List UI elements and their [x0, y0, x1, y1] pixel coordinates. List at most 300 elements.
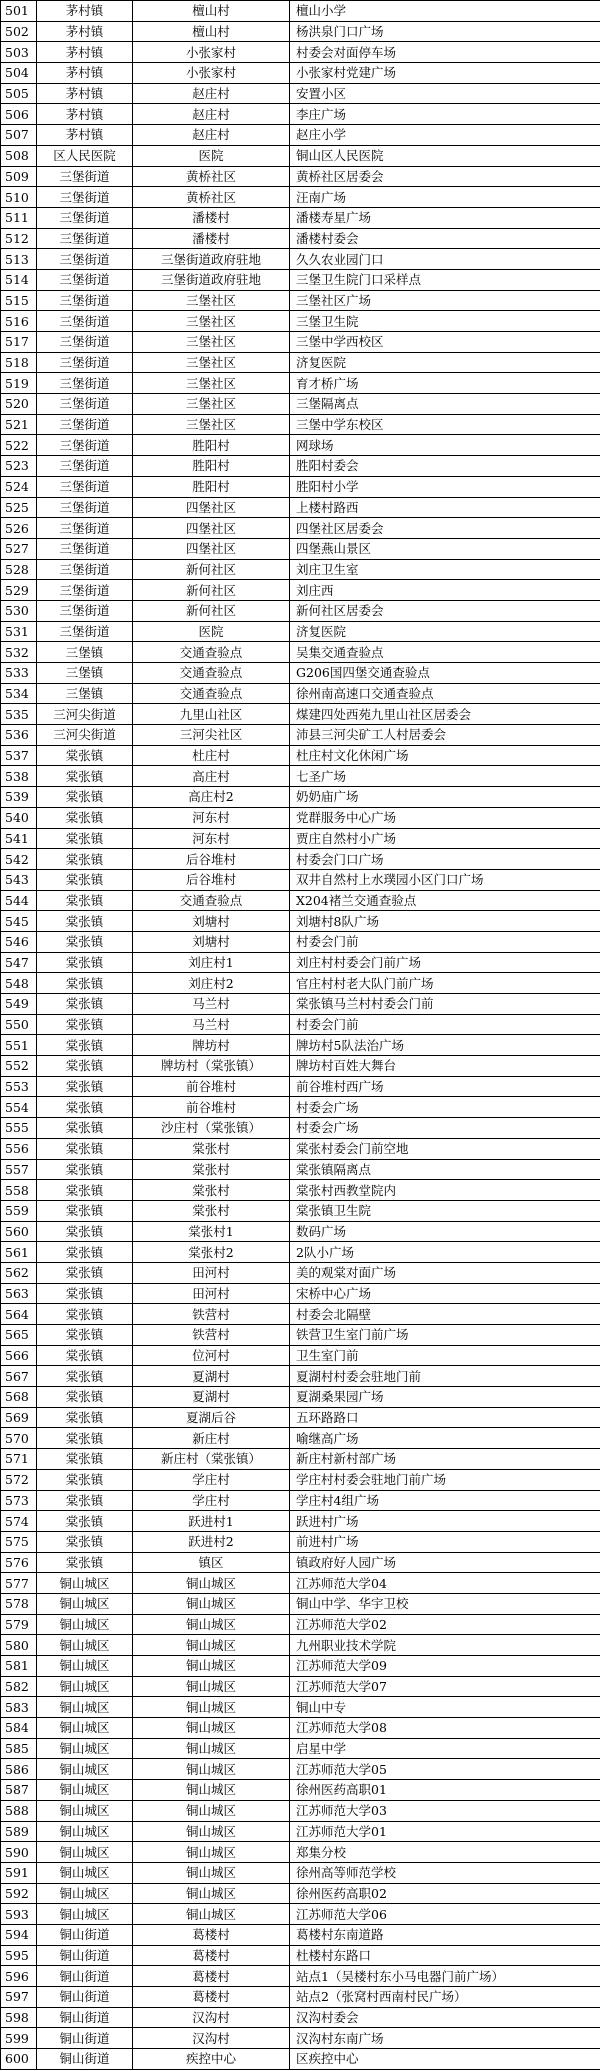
row-number: 536 [1, 725, 37, 746]
table-row [1, 1987, 600, 2008]
village-cell: 黄桥社区 [133, 187, 290, 208]
village-cell: 棠张村2 [133, 1242, 290, 1263]
row-number: 550 [1, 1014, 37, 1035]
table-row [1, 1180, 600, 1201]
site-cell: 徐州医药高职01 [290, 1780, 600, 1801]
table-row [1, 1469, 600, 1490]
row-number: 585 [1, 1738, 37, 1759]
table-row [1, 1552, 600, 1573]
town-cell: 棠张镇 [37, 1325, 133, 1346]
town-cell: 棠张镇 [37, 766, 133, 787]
site-cell: 胜阳村委会 [290, 456, 600, 477]
site-cell: 檀山小学 [290, 1, 600, 22]
town-cell: 三堡街道 [37, 600, 133, 621]
village-cell: 学庄村 [133, 1469, 290, 1490]
town-cell: 三堡街道 [37, 352, 133, 373]
table-row [1, 1138, 600, 1159]
town-cell: 棠张镇 [37, 1159, 133, 1180]
town-cell: 棠张镇 [37, 952, 133, 973]
table-row [1, 1697, 600, 1718]
row-number: 597 [1, 1987, 37, 2008]
table-row [1, 663, 600, 684]
town-cell: 三堡镇 [37, 642, 133, 663]
row-number: 593 [1, 1904, 37, 1925]
table-row [1, 1759, 600, 1780]
table-row [1, 1490, 600, 1511]
table-row [1, 311, 600, 332]
town-cell: 茅村镇 [37, 1, 133, 22]
row-number: 570 [1, 1428, 37, 1449]
village-cell: 三堡社区 [133, 394, 290, 415]
village-cell: 夏湖村 [133, 1366, 290, 1387]
row-number: 578 [1, 1593, 37, 1614]
row-number: 557 [1, 1159, 37, 1180]
town-cell: 铜山城区 [37, 1697, 133, 1718]
row-number: 502 [1, 21, 37, 42]
row-number: 539 [1, 787, 37, 808]
row-number: 558 [1, 1180, 37, 1201]
village-cell: 三堡街道政府驻地 [133, 269, 290, 290]
site-cell: 刘庄村村委会门前广场 [290, 952, 600, 973]
town-cell: 三堡街道 [37, 311, 133, 332]
town-cell: 棠张镇 [37, 1531, 133, 1552]
row-number: 523 [1, 456, 37, 477]
village-cell: 医院 [133, 145, 290, 166]
town-cell: 棠张镇 [37, 1304, 133, 1325]
town-cell: 棠张镇 [37, 1138, 133, 1159]
table-row [1, 63, 600, 84]
table-row [1, 973, 600, 994]
town-cell: 三堡街道 [37, 228, 133, 249]
village-cell: 新何社区 [133, 600, 290, 621]
site-cell: 网球场 [290, 435, 600, 456]
site-cell: 棠张村西教堂院内 [290, 1180, 600, 1201]
row-number: 586 [1, 1759, 37, 1780]
site-cell: 铜山中专 [290, 1697, 600, 1718]
site-cell: 煤建四处西苑九里山社区居委会 [290, 704, 600, 725]
row-number: 541 [1, 828, 37, 849]
town-cell: 三堡街道 [37, 518, 133, 539]
village-cell: 马兰村 [133, 994, 290, 1015]
row-number: 582 [1, 1676, 37, 1697]
village-cell: 位河村 [133, 1345, 290, 1366]
town-cell: 三堡街道 [37, 621, 133, 642]
site-cell: 站点2（张窝村西南村民广场） [290, 1987, 600, 2008]
table-row [1, 1242, 600, 1263]
village-cell: 小张家村 [133, 42, 290, 63]
village-cell: 刘塘村 [133, 931, 290, 952]
table-row [1, 807, 600, 828]
row-number: 530 [1, 600, 37, 621]
site-cell: 前进村广场 [290, 1531, 600, 1552]
row-number: 573 [1, 1490, 37, 1511]
table-row [1, 2049, 600, 2070]
town-cell: 棠张镇 [37, 1366, 133, 1387]
row-number: 540 [1, 807, 37, 828]
site-cell: 郑集分校 [290, 1842, 600, 1863]
site-cell: G206国四堡交通查验点 [290, 663, 600, 684]
site-cell: 官庄村村老大队门前广场 [290, 973, 600, 994]
site-cell: 夏湖村村委会驻地门前 [290, 1366, 600, 1387]
village-cell: 棠张村 [133, 1180, 290, 1201]
village-cell: 铜山城区 [133, 1656, 290, 1677]
row-number: 511 [1, 207, 37, 228]
table-row [1, 207, 600, 228]
town-cell: 铜山街道 [37, 1945, 133, 1966]
site-cell: 赵庄小学 [290, 125, 600, 146]
town-cell: 棠张镇 [37, 869, 133, 890]
village-cell: 刘塘村 [133, 911, 290, 932]
town-cell: 铜山城区 [37, 1676, 133, 1697]
town-cell: 棠张镇 [37, 828, 133, 849]
site-cell: 铜山区人民医院 [290, 145, 600, 166]
town-cell: 棠张镇 [37, 1200, 133, 1221]
table-row [1, 1283, 600, 1304]
table-row [1, 1635, 600, 1656]
town-cell: 三堡街道 [37, 166, 133, 187]
table-row [1, 1221, 600, 1242]
town-cell: 三堡街道 [37, 538, 133, 559]
row-number: 501 [1, 1, 37, 22]
town-cell: 棠张镇 [37, 1056, 133, 1077]
table-row [1, 683, 600, 704]
table-row [1, 1304, 600, 1325]
site-cell: 江苏师范大学07 [290, 1676, 600, 1697]
site-cell: 潘楼寿星广场 [290, 207, 600, 228]
village-cell: 铜山城区 [133, 1800, 290, 1821]
table-row [1, 2028, 600, 2049]
town-cell: 铜山街道 [37, 1966, 133, 1987]
village-cell: 三堡社区 [133, 414, 290, 435]
row-number: 572 [1, 1469, 37, 1490]
site-cell: 江苏师范大学03 [290, 1800, 600, 1821]
site-cell: 江苏师范大学02 [290, 1614, 600, 1635]
table-row [1, 1904, 600, 1925]
site-cell: 学庄村村委会驻地门前广场 [290, 1469, 600, 1490]
row-number: 515 [1, 290, 37, 311]
village-cell: 汉沟村 [133, 2007, 290, 2028]
row-number: 587 [1, 1780, 37, 1801]
village-cell: 三堡社区 [133, 311, 290, 332]
site-cell: 棠张村委会门前空地 [290, 1138, 600, 1159]
village-cell: 棠张村 [133, 1159, 290, 1180]
village-cell: 田河村 [133, 1283, 290, 1304]
row-number: 544 [1, 890, 37, 911]
town-cell: 茅村镇 [37, 104, 133, 125]
village-cell: 高庄村2 [133, 787, 290, 808]
table-row [1, 1614, 600, 1635]
table-row [1, 1262, 600, 1283]
town-cell: 棠张镇 [37, 931, 133, 952]
table-row [1, 187, 600, 208]
table-row [1, 269, 600, 290]
town-cell: 铜山街道 [37, 2028, 133, 2049]
village-cell: 河东村 [133, 828, 290, 849]
village-cell: 跃进村1 [133, 1511, 290, 1532]
table-row [1, 642, 600, 663]
town-cell: 棠张镇 [37, 1076, 133, 1097]
table-row [1, 600, 600, 621]
table-row [1, 1449, 600, 1470]
table-row [1, 2007, 600, 2028]
table-row [1, 1800, 600, 1821]
village-cell: 檀山村 [133, 21, 290, 42]
site-cell: 刘庄卫生室 [290, 559, 600, 580]
town-cell: 三堡街道 [37, 435, 133, 456]
site-cell: 胜阳村小学 [290, 476, 600, 497]
town-cell: 三堡街道 [37, 249, 133, 270]
village-cell: 铜山城区 [133, 1780, 290, 1801]
site-cell: 九州职业技术学院 [290, 1635, 600, 1656]
site-cell: 宋桥中心广场 [290, 1283, 600, 1304]
village-cell: 新庄村 [133, 1428, 290, 1449]
site-cell: 站点1（吴楼村东小马电器门前广场） [290, 1966, 600, 1987]
table-row [1, 1656, 600, 1677]
table-row [1, 1118, 600, 1139]
row-number: 513 [1, 249, 37, 270]
row-number: 577 [1, 1573, 37, 1594]
table-row [1, 1387, 600, 1408]
row-number: 551 [1, 1035, 37, 1056]
village-cell: 夏湖后谷 [133, 1407, 290, 1428]
site-cell: 铜山中学、华宇卫校 [290, 1593, 600, 1614]
row-number: 538 [1, 766, 37, 787]
table-row [1, 394, 600, 415]
village-cell: 铜山城区 [133, 1573, 290, 1594]
village-cell: 三堡社区 [133, 352, 290, 373]
site-cell: 党群服务中心广场 [290, 807, 600, 828]
table-row [1, 580, 600, 601]
row-number: 571 [1, 1449, 37, 1470]
table-row [1, 1821, 600, 1842]
row-number: 596 [1, 1966, 37, 1987]
site-cell: 李庄广场 [290, 104, 600, 125]
row-number: 509 [1, 166, 37, 187]
village-cell: 后谷堆村 [133, 869, 290, 890]
site-cell: 村委会对面停车场 [290, 42, 600, 63]
table-row [1, 952, 600, 973]
village-cell: 河东村 [133, 807, 290, 828]
village-cell: 交通查验点 [133, 683, 290, 704]
village-cell: 马兰村 [133, 1014, 290, 1035]
town-cell: 三堡街道 [37, 414, 133, 435]
table-row [1, 145, 600, 166]
row-number: 525 [1, 497, 37, 518]
table-row [1, 332, 600, 353]
row-number: 567 [1, 1366, 37, 1387]
site-cell: 汪南广场 [290, 187, 600, 208]
town-cell: 铜山城区 [37, 1593, 133, 1614]
site-cell: 美的观棠对面广场 [290, 1262, 600, 1283]
row-number: 555 [1, 1118, 37, 1139]
village-cell: 四堡社区 [133, 497, 290, 518]
site-cell: 三堡卫生院门口采样点 [290, 269, 600, 290]
town-cell: 三堡街道 [37, 373, 133, 394]
site-cell: 卫生室门前 [290, 1345, 600, 1366]
row-number: 563 [1, 1283, 37, 1304]
site-cell: 村委会门前 [290, 931, 600, 952]
table-row [1, 725, 600, 746]
village-cell: 棠张村 [133, 1138, 290, 1159]
row-number: 514 [1, 269, 37, 290]
village-cell: 交通查验点 [133, 642, 290, 663]
town-cell: 铜山街道 [37, 1924, 133, 1945]
site-cell: 汉沟村东南广场 [290, 2028, 600, 2049]
town-cell: 铜山城区 [37, 1759, 133, 1780]
table-row [1, 1407, 600, 1428]
table-row [1, 1345, 600, 1366]
table-row [1, 704, 600, 725]
town-cell: 铜山街道 [37, 2007, 133, 2028]
table-row [1, 1428, 600, 1449]
row-number: 506 [1, 104, 37, 125]
row-number: 584 [1, 1718, 37, 1739]
site-cell: 江苏师范大学09 [290, 1656, 600, 1677]
village-cell: 铜山城区 [133, 1697, 290, 1718]
village-cell: 前谷堆村 [133, 1076, 290, 1097]
town-cell: 棠张镇 [37, 1407, 133, 1428]
site-cell: 安置小区 [290, 83, 600, 104]
table-row [1, 228, 600, 249]
village-cell: 铜山城区 [133, 1842, 290, 1863]
table-row [1, 83, 600, 104]
table-row [1, 787, 600, 808]
row-number: 560 [1, 1221, 37, 1242]
town-cell: 棠张镇 [37, 1180, 133, 1201]
row-number: 562 [1, 1262, 37, 1283]
town-cell: 三堡街道 [37, 456, 133, 477]
village-cell: 赵庄村 [133, 125, 290, 146]
site-cell: 三堡卫生院 [290, 311, 600, 332]
row-number: 591 [1, 1862, 37, 1883]
village-cell: 刘庄村1 [133, 952, 290, 973]
row-number: 545 [1, 911, 37, 932]
site-cell: 小张家村党建广场 [290, 63, 600, 84]
town-cell: 三堡街道 [37, 207, 133, 228]
table-row [1, 1883, 600, 1904]
table-row [1, 1966, 600, 1987]
site-cell: 三堡中学东校区 [290, 414, 600, 435]
table-row [1, 373, 600, 394]
town-cell: 棠张镇 [37, 994, 133, 1015]
row-number: 524 [1, 476, 37, 497]
row-number: 534 [1, 683, 37, 704]
village-cell: 胜阳村 [133, 476, 290, 497]
table-row [1, 828, 600, 849]
site-cell: 村委会门前 [290, 1014, 600, 1035]
table-row [1, 21, 600, 42]
row-number: 564 [1, 1304, 37, 1325]
table-row [1, 290, 600, 311]
village-cell: 疾控中心 [133, 2049, 290, 2070]
table-row [1, 1511, 600, 1532]
row-number: 565 [1, 1325, 37, 1346]
village-cell: 四堡社区 [133, 518, 290, 539]
row-number: 529 [1, 580, 37, 601]
row-number: 518 [1, 352, 37, 373]
town-cell: 茅村镇 [37, 125, 133, 146]
village-cell: 胜阳村 [133, 435, 290, 456]
site-cell: 徐州医药高职02 [290, 1883, 600, 1904]
table-row [1, 890, 600, 911]
village-cell: 沙庄村（棠张镇） [133, 1118, 290, 1139]
town-cell: 棠张镇 [37, 973, 133, 994]
town-cell: 茅村镇 [37, 42, 133, 63]
site-cell: 济复医院 [290, 352, 600, 373]
table-row [1, 621, 600, 642]
town-cell: 三河尖街道 [37, 704, 133, 725]
village-cell: 镇区 [133, 1552, 290, 1573]
village-cell: 铁营村 [133, 1304, 290, 1325]
village-cell: 胜阳村 [133, 456, 290, 477]
town-cell: 棠张镇 [37, 1118, 133, 1139]
town-cell: 三堡街道 [37, 476, 133, 497]
village-cell: 医院 [133, 621, 290, 642]
village-cell: 牌坊村（棠张镇） [133, 1056, 290, 1077]
site-cell: 数码广场 [290, 1221, 600, 1242]
row-number: 574 [1, 1511, 37, 1532]
village-cell: 铜山城区 [133, 1676, 290, 1697]
table-row [1, 849, 600, 870]
site-cell: 江苏师范大学05 [290, 1759, 600, 1780]
site-cell: 村委会广场 [290, 1118, 600, 1139]
town-cell: 棠张镇 [37, 1428, 133, 1449]
village-cell: 田河村 [133, 1262, 290, 1283]
town-cell: 铜山城区 [37, 1904, 133, 1925]
table-row [1, 1531, 600, 1552]
site-cell: 村委会北隔壁 [290, 1304, 600, 1325]
site-cell: 2队小广场 [290, 1242, 600, 1263]
table-row [1, 1056, 600, 1077]
table-row [1, 1014, 600, 1035]
site-cell: 四堡燕山景区 [290, 538, 600, 559]
site-cell: 牌坊村5队法治广场 [290, 1035, 600, 1056]
row-number: 542 [1, 849, 37, 870]
site-cell: 村委会门口广场 [290, 849, 600, 870]
site-cell: 村委会广场 [290, 1097, 600, 1118]
row-number: 512 [1, 228, 37, 249]
town-cell: 三堡街道 [37, 580, 133, 601]
village-cell: 汉沟村 [133, 2028, 290, 2049]
row-number: 580 [1, 1635, 37, 1656]
site-cell: 牌坊村百姓大舞台 [290, 1056, 600, 1077]
row-number: 548 [1, 973, 37, 994]
town-cell: 棠张镇 [37, 1449, 133, 1470]
site-cell: 上楼村路西 [290, 497, 600, 518]
village-cell: 铁营村 [133, 1325, 290, 1346]
row-number: 546 [1, 931, 37, 952]
site-cell: 济复医院 [290, 621, 600, 642]
site-cell: 葛楼村东南道路 [290, 1924, 600, 1945]
town-cell: 三堡街道 [37, 497, 133, 518]
town-cell: 铜山城区 [37, 1821, 133, 1842]
table-row [1, 352, 600, 373]
site-cell: 江苏师范大学01 [290, 1821, 600, 1842]
town-cell: 棠张镇 [37, 890, 133, 911]
site-cell: 双井自然村上水璞园小区门口广场 [290, 869, 600, 890]
village-cell: 四堡社区 [133, 538, 290, 559]
row-number: 552 [1, 1056, 37, 1077]
table-row [1, 1097, 600, 1118]
row-number: 579 [1, 1614, 37, 1635]
row-number: 543 [1, 869, 37, 890]
table-row [1, 1076, 600, 1097]
row-number: 519 [1, 373, 37, 394]
village-cell: 高庄村 [133, 766, 290, 787]
row-number: 561 [1, 1242, 37, 1263]
table-row [1, 1593, 600, 1614]
village-cell: 新何社区 [133, 559, 290, 580]
